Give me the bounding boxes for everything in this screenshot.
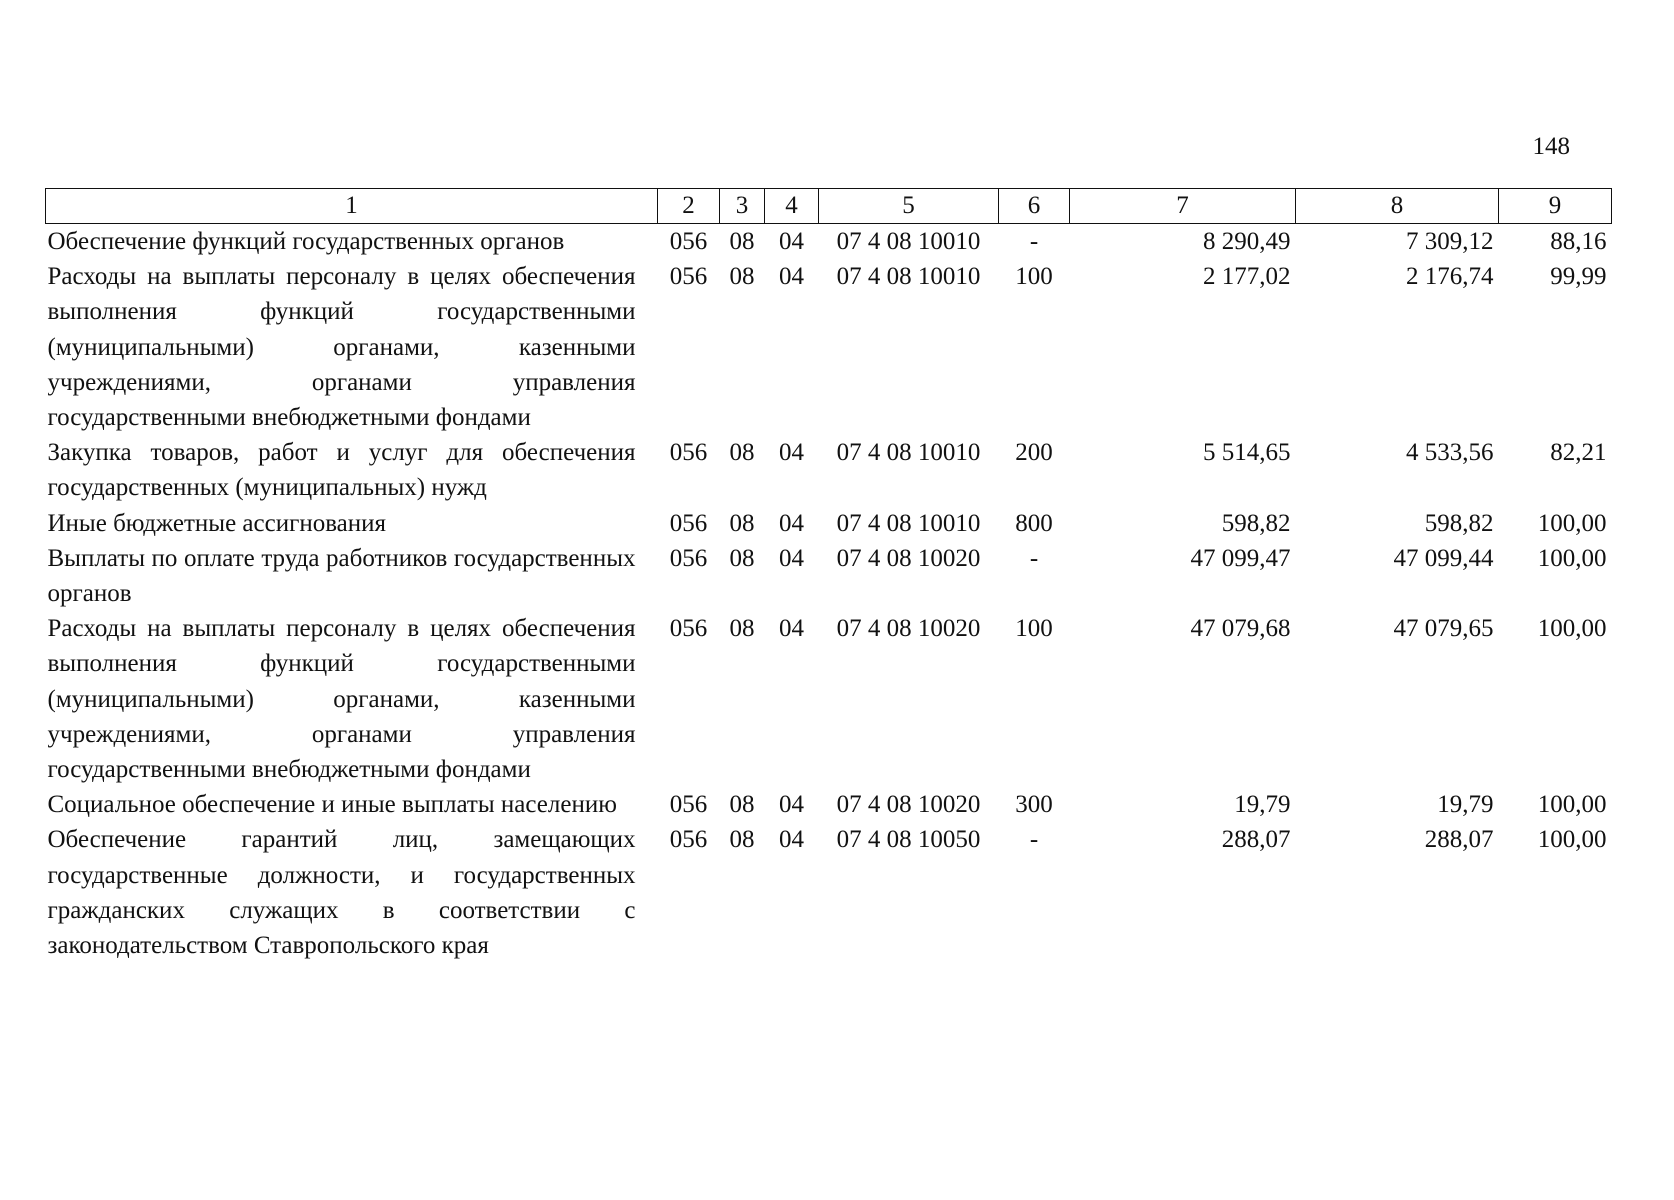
row-description: Выплаты по оплате труда работников государственных органов [47, 544, 636, 608]
cell-target-article: 07 4 08 10020 [836, 791, 981, 819]
table-body [46, 224, 1612, 964]
cell-expense-type: - [1029, 826, 1039, 854]
cell-section: 08 [729, 263, 755, 291]
cell-value-col8: 4 533,56 [1406, 439, 1494, 467]
cell-value-col8: 288,07 [1424, 826, 1494, 854]
cell-expense-type: - [1029, 228, 1039, 255]
cell-subsection: 04 [779, 439, 804, 467]
cell-value-col9: 100,00 [1537, 826, 1607, 854]
cell-section: 08 [729, 228, 755, 255]
header-cell: 1 [46, 189, 658, 224]
cell-value-col9: 99,99 [1550, 263, 1607, 291]
cell-value-col9: 100,00 [1537, 544, 1607, 572]
cell-value-col8: 7 309,12 [1406, 228, 1494, 255]
table-row [46, 224, 1612, 260]
cell-value-col8: 19,79 [1437, 791, 1494, 819]
header-cell: 6 [999, 189, 1070, 224]
cell-target-article: 07 4 08 10020 [836, 544, 981, 572]
table-row [46, 541, 1612, 611]
cell-value-col9: 88,16 [1550, 228, 1607, 255]
table-row [46, 506, 1612, 541]
cell-ministry-code: 056 [669, 439, 708, 467]
cell-value-col7: 5 514,65 [1203, 439, 1291, 467]
header-cell: 3 [720, 189, 765, 224]
budget-table [45, 188, 1612, 963]
cell-value-col9: 82,21 [1550, 439, 1607, 467]
cell-value-col8: 47 099,44 [1393, 544, 1494, 572]
cell-section: 08 [729, 826, 755, 854]
cell-ministry-code: 056 [669, 544, 708, 572]
cell-value-col7: 19,79 [1234, 791, 1291, 819]
cell-target-article: 07 4 08 10010 [836, 509, 981, 537]
cell-ministry-code: 056 [669, 615, 708, 643]
cell-expense-type: 300 [1015, 791, 1053, 819]
row-description: Обеспечение функций государственных органов [47, 228, 565, 255]
cell-subsection: 04 [779, 228, 804, 255]
table-row [46, 611, 1612, 787]
cell-value-col8: 47 079,65 [1393, 615, 1494, 643]
header-cell: 5 [819, 189, 999, 224]
cell-value-col7: 288,07 [1221, 826, 1291, 854]
cell-subsection: 04 [779, 791, 804, 819]
row-description: Расходы на выплаты персоналу в целях обеспечения выполнения функций государственными (муниципальными) органами, казенными учреждениями, органами управления государственными внебюджетными фондами [47, 615, 636, 784]
cell-value-col8: 598,82 [1424, 509, 1494, 537]
cell-subsection: 04 [779, 263, 804, 291]
page-number: 148 [1532, 133, 1570, 160]
row-description: Расходы на выплаты персоналу в целях обеспечения выполнения функций государственными (муниципальными) органами, казенными учреждениями, органами управления государственными внебюджетными фондами [47, 263, 636, 432]
cell-subsection: 04 [779, 615, 804, 643]
cell-section: 08 [729, 509, 755, 537]
cell-value-col7: 2 177,02 [1203, 263, 1291, 291]
header-cell: 4 [765, 189, 819, 224]
header-cell: 7 [1070, 189, 1296, 224]
cell-value-col8: 2 176,74 [1406, 263, 1494, 291]
cell-target-article: 07 4 08 10020 [836, 615, 981, 643]
cell-subsection: 04 [779, 509, 804, 537]
cell-target-article: 07 4 08 10050 [836, 826, 981, 854]
row-description: Обеспечение гарантий лиц, замещающих государственные должности, и государственных гражданских служащих в соответствии с законодательством Ставропольского края [47, 826, 636, 960]
cell-subsection: 04 [779, 826, 804, 854]
cell-expense-type: 800 [1015, 509, 1053, 537]
cell-section: 08 [729, 615, 755, 643]
table-header [46, 189, 1612, 224]
cell-ministry-code: 056 [669, 228, 708, 255]
cell-expense-type: 100 [1015, 615, 1053, 643]
cell-target-article: 07 4 08 10010 [836, 439, 981, 467]
cell-value-col7: 598,82 [1221, 509, 1291, 537]
cell-value-col9: 100,00 [1537, 615, 1607, 643]
cell-section: 08 [729, 544, 755, 572]
cell-ministry-code: 056 [669, 826, 708, 854]
cell-section: 08 [729, 791, 755, 819]
cell-ministry-code: 056 [669, 509, 708, 537]
table-row [46, 435, 1612, 505]
cell-expense-type: - [1029, 544, 1039, 572]
cell-ministry-code: 056 [669, 263, 708, 291]
cell-value-col7: 47 099,47 [1190, 544, 1291, 572]
table-row [46, 259, 1612, 435]
cell-subsection: 04 [779, 544, 804, 572]
cell-ministry-code: 056 [669, 791, 708, 819]
cell-value-col9: 100,00 [1537, 509, 1607, 537]
header-cell: 2 [658, 189, 720, 224]
cell-target-article: 07 4 08 10010 [836, 228, 981, 255]
row-description: Социальное обеспечение и иные выплаты населению [47, 791, 617, 819]
cell-value-col7: 47 079,68 [1190, 615, 1291, 643]
cell-expense-type: 200 [1015, 439, 1053, 467]
cell-section: 08 [729, 439, 755, 467]
cell-value-col9: 100,00 [1537, 791, 1607, 819]
header-cell: 8 [1296, 189, 1499, 224]
cell-target-article: 07 4 08 10010 [836, 263, 981, 291]
cell-expense-type: 100 [1015, 263, 1053, 291]
table-row [46, 787, 1612, 822]
row-description: Иные бюджетные ассигнования [47, 509, 387, 537]
table-row [46, 822, 1612, 963]
row-description: Закупка товаров, работ и услуг для обеспечения государственных (муниципальных) нужд [47, 439, 636, 502]
table-header-row [46, 189, 1612, 224]
header-cell: 9 [1499, 189, 1612, 224]
cell-value-col7: 8 290,49 [1203, 228, 1291, 255]
